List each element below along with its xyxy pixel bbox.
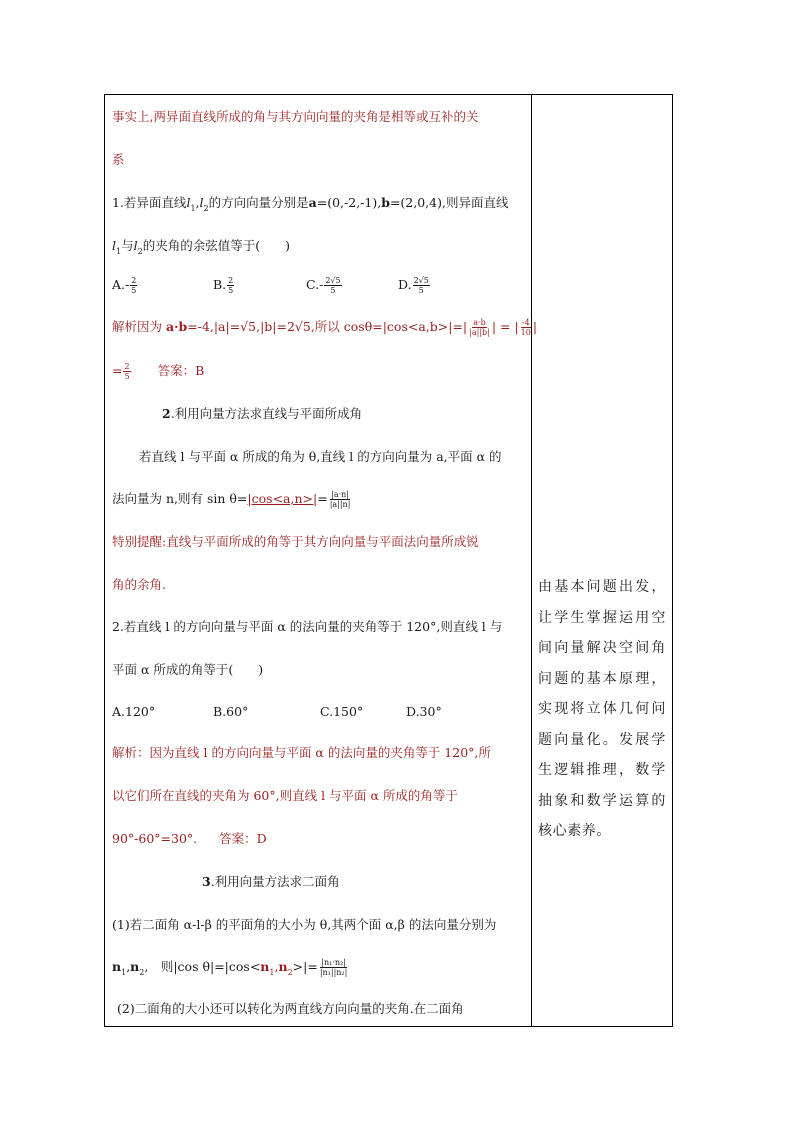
a2-line-2: 以它们所在直线的夹角为 60°,则直线 l 与平面 α 所成的角等于 xyxy=(112,788,458,803)
s3-frac-num: |n₁·n₂| xyxy=(321,958,346,967)
a1-dot-product: a·b xyxy=(166,319,188,334)
option-c-num: 2√5 xyxy=(325,276,341,285)
q2-line-2: 平面 α 所成的角等于( ) xyxy=(112,662,264,677)
a1-answer: 答案：B xyxy=(157,363,205,378)
option-b-label: B. xyxy=(213,277,227,292)
q1-line2-mid: 与 xyxy=(121,238,134,253)
a2-answer: 答案：D xyxy=(219,831,267,846)
lesson-table xyxy=(104,94,673,1027)
section2-p2-eq: = xyxy=(317,491,328,506)
q2-option-a: A.120° xyxy=(112,704,156,719)
s3-in-n1: n xyxy=(260,959,270,974)
q1-l2: l xyxy=(199,195,204,210)
option-c-label: C.- xyxy=(306,277,324,292)
q1-stem-line-1 xyxy=(112,195,508,217)
s3-in-n2: n xyxy=(278,959,288,974)
s3-n2: n xyxy=(130,959,140,974)
option-d-den: 5 xyxy=(418,286,424,295)
s3-mid: , 则|cos θ|=|cos< xyxy=(144,959,261,974)
a2-calc: 90°-60°=30°. xyxy=(112,831,198,846)
s3-in-n2-sub: 2 xyxy=(287,968,293,977)
s3-in-comma: , xyxy=(274,959,279,974)
option-b-num: 2 xyxy=(228,276,234,285)
q1-stem-line-2 xyxy=(112,238,290,260)
section2-para-1: 若直线 l 与平面 α 所成的角为 θ,直线 l 的方向向量为 a,平面 α 的 xyxy=(139,449,502,464)
s3-in-n1-sub: 1 xyxy=(269,968,275,977)
q1-option-c xyxy=(306,276,343,295)
s3-end: >|= xyxy=(292,959,318,974)
a1-frac2-den: 10 xyxy=(520,328,531,337)
section2-heading-text: .利用向量方法求直线与平面所成角 xyxy=(170,406,363,421)
section2-tip-line-1: 特别提醒:直线与平面所成的角等于其方向向量与平面法向量所成锐 xyxy=(112,534,479,549)
q1-line2-l2-sub: 2 xyxy=(137,247,143,256)
a1-end: | xyxy=(532,319,538,334)
option-d-num: 2√5 xyxy=(413,276,429,285)
q1-line2-l1-sub: 1 xyxy=(116,247,122,256)
s3-comma: , xyxy=(126,959,131,974)
a1-frac1-num: a·b xyxy=(473,318,486,327)
a1-frac3-num: 2 xyxy=(124,362,130,371)
option-b-den: 5 xyxy=(228,286,234,295)
a1-line-1 xyxy=(112,318,537,337)
q1-comma: , xyxy=(195,195,200,210)
a1-line-2 xyxy=(112,362,204,381)
s3-n1: n xyxy=(112,959,122,974)
a1-eq: | = | xyxy=(491,319,519,334)
a1-frac1-den: |a||b| xyxy=(469,328,490,337)
teaching-note: 由基本问题出发，让学生掌握运用空间向量解决空间角问题的基本原理，实现将立体几何问题向量化。发展学生逻辑推理，数学抽象和数学运算的核心素养。 xyxy=(538,579,666,839)
section3-para-2 xyxy=(112,958,349,981)
a1-frac3-den: 5 xyxy=(124,372,130,381)
q1-stem-text-2: 的方向向量分别是 xyxy=(208,195,309,210)
q2-option-d: D.30° xyxy=(406,704,442,719)
s3-n1-sub: 1 xyxy=(121,968,127,977)
section2-p2-underlined: |cos<a,n>| xyxy=(247,491,318,506)
section2-heading xyxy=(162,406,362,422)
q1-stem-text-3: =(0,-2,-1), xyxy=(316,195,382,210)
q1-option-d xyxy=(398,276,431,295)
column-divider xyxy=(531,94,532,1027)
q1-line2-l1: l xyxy=(112,238,116,253)
a1-middle: =-4,|a|=√5,|b|=2√5,所以 cosθ=|cos<a,b>|=| xyxy=(187,319,468,334)
q1-option-b xyxy=(213,276,235,295)
q1-vector-b: b xyxy=(381,195,390,210)
section3-para-1: (1)若二面角 α-l-β 的平面角的大小为 θ,其两个面 α,β 的法向量分别为 xyxy=(112,917,497,932)
section3-para-3: (2)二面角的大小还可以转化为两直线方向向量的夹角.在二面角 xyxy=(117,1001,464,1016)
q1-vector-a: a xyxy=(308,195,317,210)
q1-stem-text-4: =(2,0,4),则异面直线 xyxy=(389,195,509,210)
s3-frac-den: |n₁||n₂| xyxy=(319,968,348,977)
intro-line-1: 事实上,两异面直线所成的角与其方向向量的夹角是相等或互补的关 xyxy=(112,109,479,124)
option-c-den: 5 xyxy=(330,286,336,295)
section2-tip-line-2: 角的余角. xyxy=(112,577,166,592)
section2-frac-num: |a·n| xyxy=(331,490,349,499)
q1-option-a xyxy=(112,276,138,295)
option-d-label: D. xyxy=(398,277,412,292)
a2-line-1: 解析：因为直线 l 的方向向量与平面 α 的法向量的夹角等于 120°,所 xyxy=(112,745,491,760)
intro-line-2: 系 xyxy=(112,152,125,167)
option-a-label: A.- xyxy=(112,277,130,292)
q1-line2-rest: 的夹角的余弦值等于( ) xyxy=(142,238,290,253)
option-a-num: 2 xyxy=(131,276,137,285)
section2-para-2 xyxy=(112,490,352,509)
section2-p2-text: 法向量为 n,则有 sin θ= xyxy=(112,491,248,506)
a1-line2-eq: = xyxy=(112,363,123,378)
a2-line-3 xyxy=(112,831,267,847)
q1-line2-l2: l xyxy=(133,238,138,253)
option-a-den: 5 xyxy=(131,286,137,295)
q2-option-c: C.150° xyxy=(320,704,364,719)
q1-l1: l xyxy=(186,195,191,210)
a1-frac2-num: -4 xyxy=(521,318,530,327)
s3-n2-sub: 2 xyxy=(139,968,145,977)
q2-line-1: 2.若直线 l 的方向向量与平面 α 的法向量的夹角等于 120°,则直线 l 与 xyxy=(112,619,503,634)
section3-heading-text: .利用向量方法求二面角 xyxy=(210,874,340,889)
a1-prefix: 解析因为 xyxy=(112,319,163,334)
q2-option-b: B.60° xyxy=(213,704,249,719)
section2-heading-num: 2 xyxy=(162,406,171,421)
section3-heading xyxy=(202,874,340,890)
section2-frac-den: |a||n| xyxy=(329,500,351,509)
q1-l2-sub: 2 xyxy=(203,204,209,213)
q1-l1-sub: 1 xyxy=(190,204,196,213)
section3-heading-num: 3 xyxy=(202,874,211,889)
q1-stem-text: 1.若异面直线 xyxy=(112,195,187,210)
